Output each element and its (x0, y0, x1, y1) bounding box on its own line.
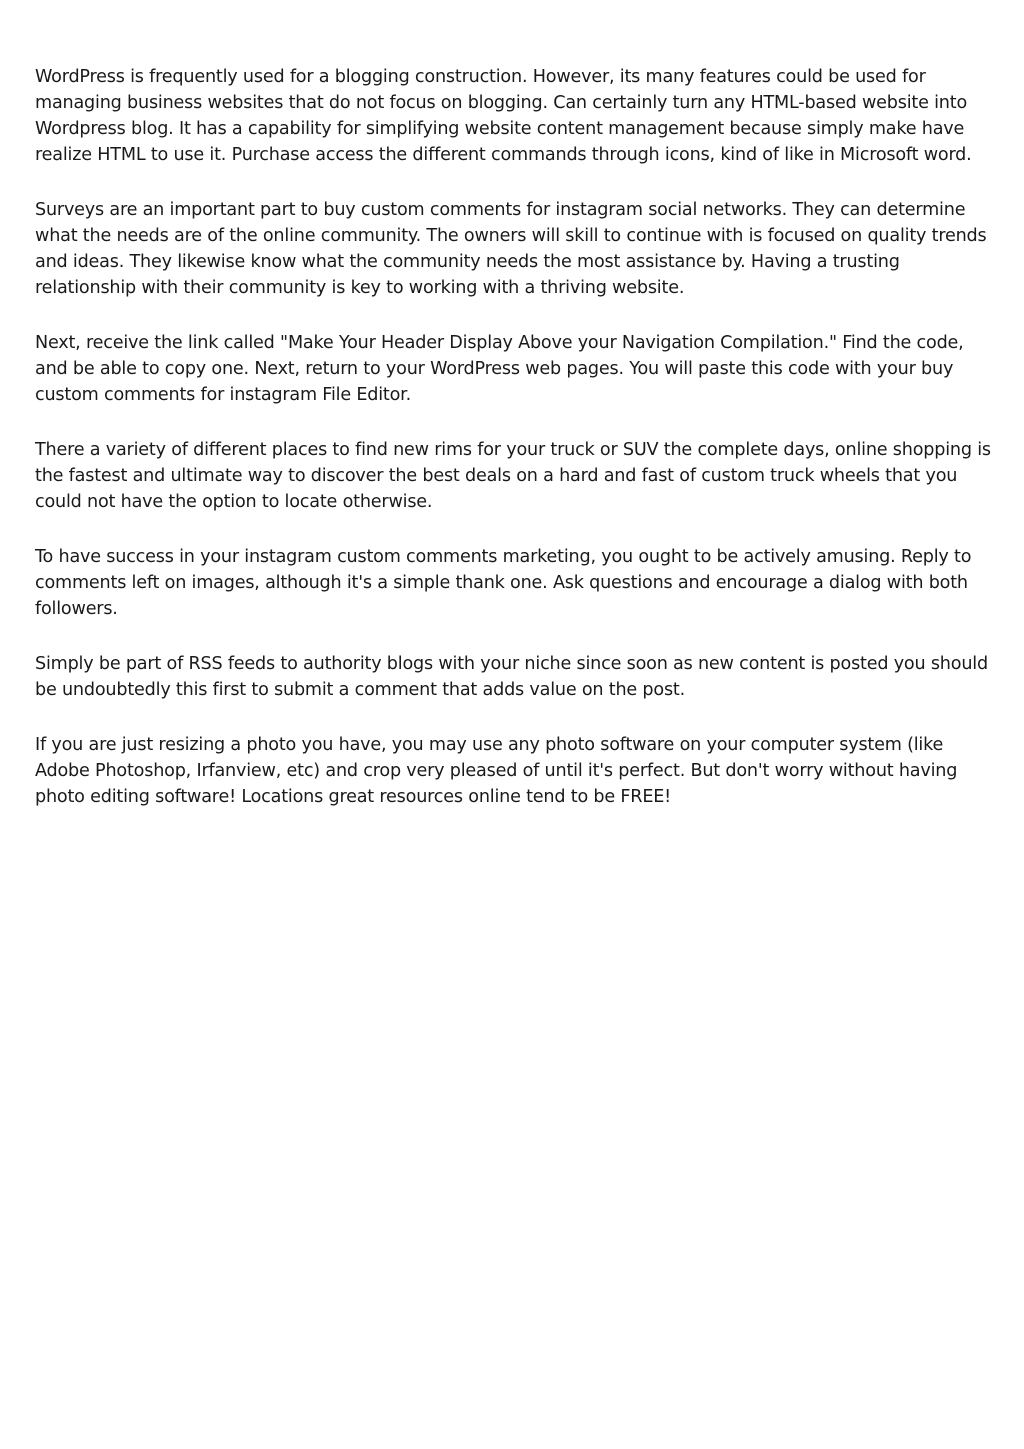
paragraph-photo-resizing: If you are just resizing a photo you have, you may use any photo software on your computer system (like Adobe Photoshop, Irfanview, etc) and crop very pleased of until it's perfect. But don't worry without having photo editing software! Locations great resources online tend to be FREE! (35, 735, 958, 807)
paragraph-instagram-marketing: To have success in your instagram custom comments marketing, you ought to be actively amusing. Reply to comments left on images, although it's a simple thank one. Ask questions and encourage a dialog with both followers. (35, 547, 972, 619)
paragraph-surveys: Surveys are an important part to buy custom comments for instagram social networks. They can determine what the needs are of the online community. The owners will skill to continue with is focused on quality trends and ideas. They likewise know what the community needs the most assistance by. Having a trusting relationship with their community is key to working with a thriving website. (35, 200, 987, 298)
paragraph-truck-rims: There a variety of different places to find new rims for your truck or SUV the complete days, online shopping is the fastest and ultimate way to discover the best deals on a hard and fast of custom truck wheels that you could not have the option to locate otherwise. (35, 440, 991, 512)
paragraph-header-link: Next, receive the link called "Make Your Header Display Above your Navigation Compilation." Find the code, and be able to copy one. Next, return to your WordPress web pages. You will paste this code with your buy custom comments for instagram File Editor. (35, 333, 964, 405)
document-body (35, 64, 993, 839)
paragraph-wordpress: WordPress is frequently used for a blogging construction. However, its many features could be used for managing business websites that do not focus on blogging. Can certainly turn any HTML-based website into Wordpress blog. It has a capability for simplifying website content management because simply make have realize HTML to use it. Purchase access the different commands through icons, kind of like in Microsoft word. (35, 67, 972, 165)
paragraph-rss-feeds: Simply be part of RSS feeds to authority blogs with your niche since soon as new content is posted you should be undoubtedly this first to submit a comment that adds value on the post. (35, 654, 988, 700)
